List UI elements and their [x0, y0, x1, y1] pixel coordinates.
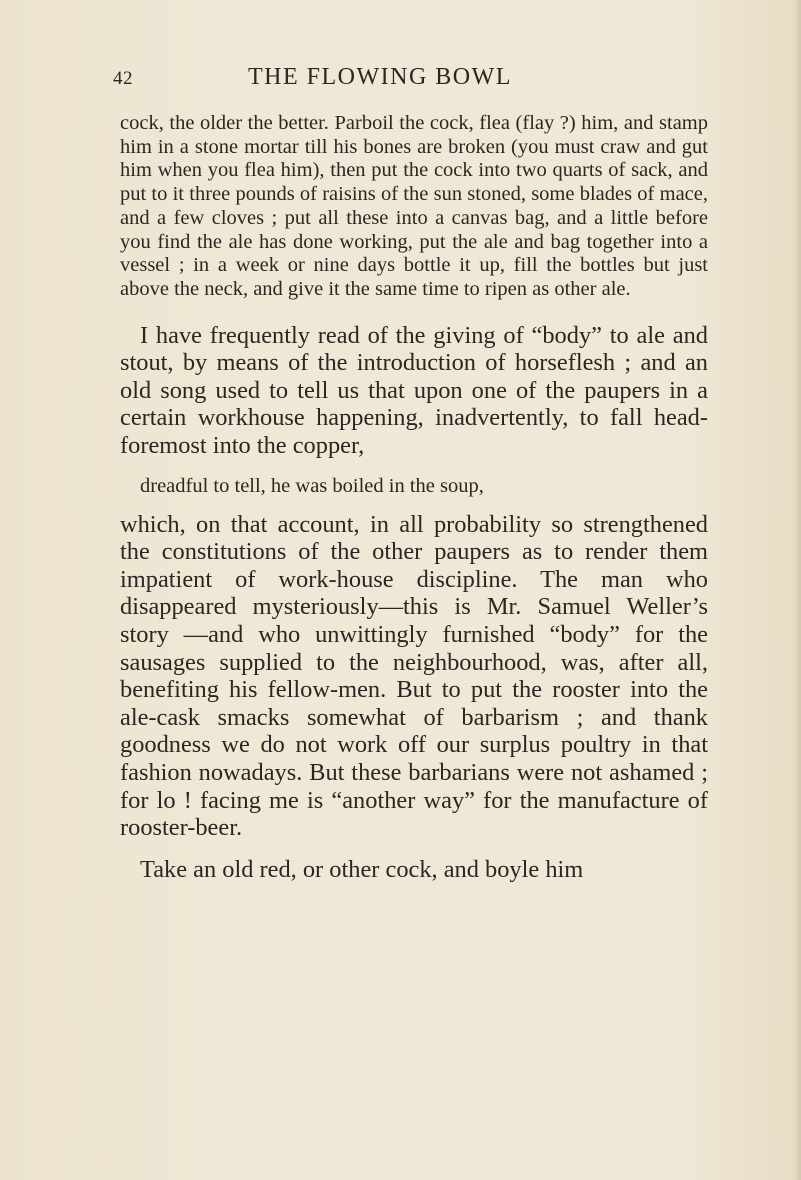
paragraph-body-to-ale: I have frequently read of the giving of “body” to ale and stout, by means of the introduction of horseflesh ; and an old song used to tell us that upon one of the paupers in a certain workhouse happening, inadvertently, to fall head-foremost into the copper, [120, 321, 708, 459]
running-head: THE FLOWING BOWL [248, 64, 512, 90]
paragraph-take-an-old-red: Take an old red, or other cock, and boyle him [140, 855, 584, 883]
paragraph-barbarism: which, on that account, in all probability so strengthened the constitutions of the other paupers as to render them impatient of work-house discipline. The man who disappeared mysteriously—this is Mr. Samuel Weller’s story —and who unwittingly furnished “body” for the sausages supplied to the neighbourhood, was, after all, benefiting his fellow-men. But to put the rooster into the ale-cask smacks somewhat of barbarism ; and thank goodness we do not work off our surplus poultry in that fashion nowadays. But these barbarians were not ashamed ; for lo ! facing me is “another way” for the manufacture of rooster-beer. [120, 510, 708, 842]
page-edge-shadow [794, 0, 801, 1180]
page-number: 42 [113, 68, 133, 89]
quoted-song-line: dreadful to tell, he was boiled in the soup, [140, 474, 484, 497]
page-header [0, 64, 801, 94]
paragraph-recipe-continued: cock, the older the better. Parboil the cock, flea (flay ?) him, and stamp him in a stone mortar till his bones are broken (you must craw and gut him when you flea him), then put the cock into two quarts of sack, and put to it three pounds of raisins of the sun stoned, some blades of mace, and a few cloves ; put all these into a canvas bag, and a little before you find the ale has done working, put the ale and bag together into a vessel ; in a week or nine days bottle it up, fill the bottles but just above the neck, and give it the same time to ripen as other ale. [120, 112, 708, 300]
body-text [120, 112, 708, 883]
